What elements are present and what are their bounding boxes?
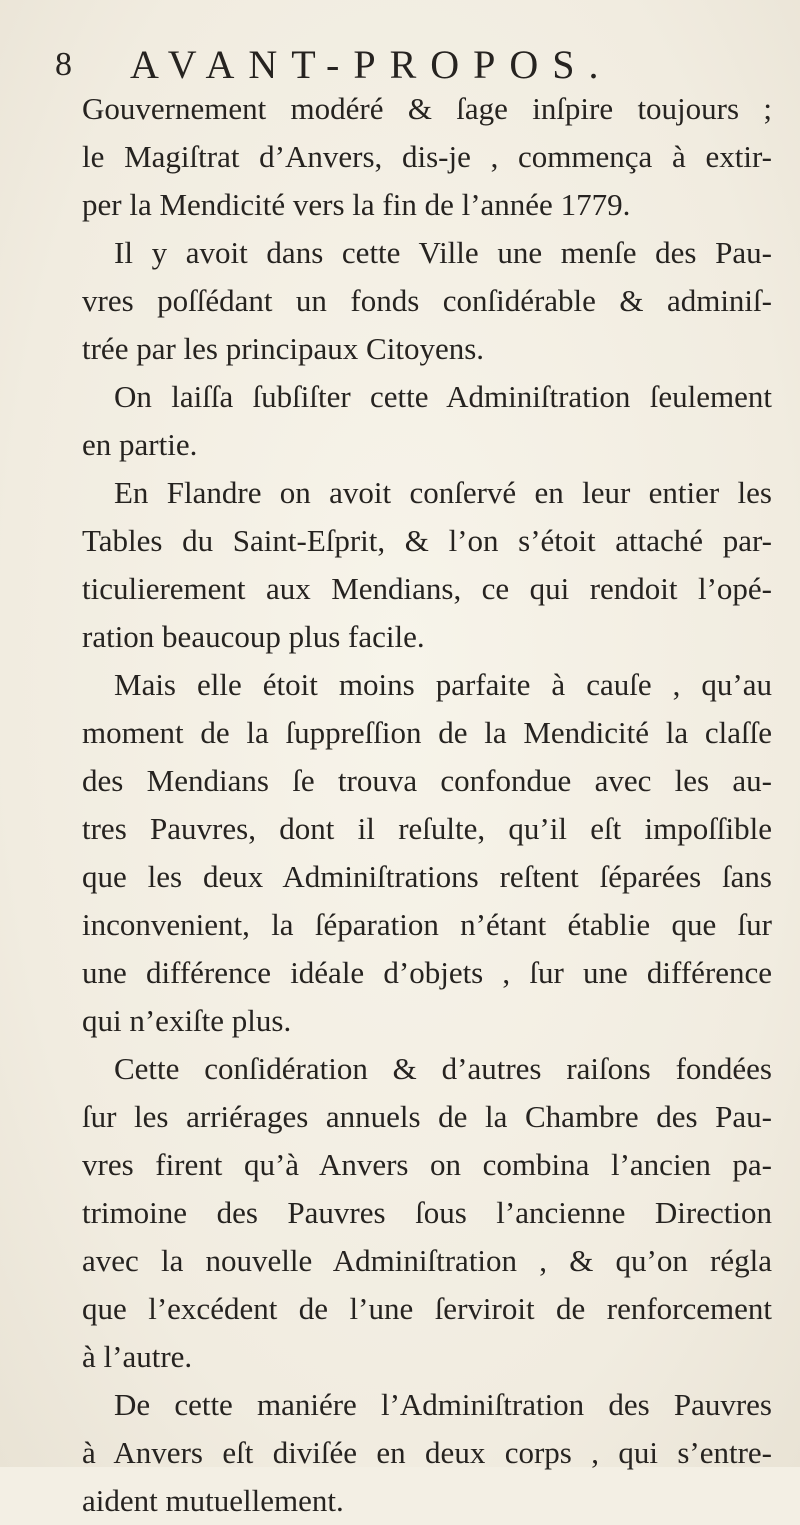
- text-line: qui n’exiſte plus.: [82, 1003, 292, 1038]
- text-line: Tables du Saint-Eſprit, & l’on s’étoit attaché par-: [82, 523, 772, 558]
- text-line: à l’autre.: [82, 1339, 193, 1374]
- text-line: que les deux Adminiſtrations reſtent ſéparées ſans: [82, 859, 772, 894]
- text-line: vres poſſédant un fonds conſidérable & adminiſ-: [82, 283, 772, 318]
- text-line: On laiſſa ſubſiſter cette Adminiſtration ſeulement: [114, 379, 772, 414]
- text-line: De cette maniére l’Adminiſtration des Pauvres: [114, 1387, 772, 1422]
- text-line: Il y avoit dans cette Ville une menſe des Pau-: [114, 235, 772, 270]
- text-line: aident mutuellement.: [82, 1483, 344, 1518]
- text-line: moment de la ſuppreſſion de la Mendicité la claſſe: [82, 715, 772, 750]
- text-line: ticulierement aux Mendians, ce qui rendoit l’opé-: [82, 571, 772, 606]
- page-number: 8: [55, 46, 72, 83]
- text-line: en partie.: [82, 427, 198, 462]
- text-line: ſur les arriérages annuels de la Chambre des Pau-: [82, 1099, 772, 1134]
- text-line: per la Mendicité vers la fin de l’année 1779.: [82, 187, 631, 222]
- text-line: à Anvers eſt diviſée en deux corps , qui s’entre-: [82, 1435, 772, 1470]
- text-line: des Mendians ſe trouva confondue avec les au-: [82, 763, 772, 798]
- text-line: trimoine des Pauvres ſous l’ancienne Direction: [82, 1195, 772, 1230]
- text-line: Cette conſidération & d’autres raiſons fondées: [114, 1051, 772, 1086]
- text-line: que l’excédent de l’une ſerviroit de renforcement: [82, 1291, 772, 1326]
- text-line: En Flandre on avoit conſervé en leur entier les: [114, 475, 772, 510]
- text-line: Mais elle étoit moins parfaite à cauſe , qu’au: [114, 667, 772, 702]
- text-line: vres firent qu’à Anvers on combina l’ancien pa-: [82, 1147, 772, 1182]
- text-line: tres Pauvres, dont il reſulte, qu’il eſt impoſſible: [82, 811, 772, 846]
- text-line: une différence idéale d’objets , ſur une différence: [82, 955, 772, 990]
- text-line: trée par les principaux Citoyens.: [82, 331, 485, 366]
- text-line: ration beaucoup plus facile.: [82, 619, 425, 654]
- page-header: [55, 40, 755, 90]
- text-line: Gouvernement modéré & ſage inſpire toujours ;: [82, 91, 772, 126]
- text-line: le Magiſtrat d’Anvers, dis-je , commença à extir-: [82, 139, 772, 174]
- text-line: avec la nouvelle Adminiſtration , & qu’on régla: [82, 1243, 772, 1278]
- running-head: AVANT-PROPOS.: [130, 42, 613, 87]
- body-text: [82, 85, 772, 1525]
- text-line: inconvenient, la ſéparation n’étant établie que ſur: [82, 907, 772, 942]
